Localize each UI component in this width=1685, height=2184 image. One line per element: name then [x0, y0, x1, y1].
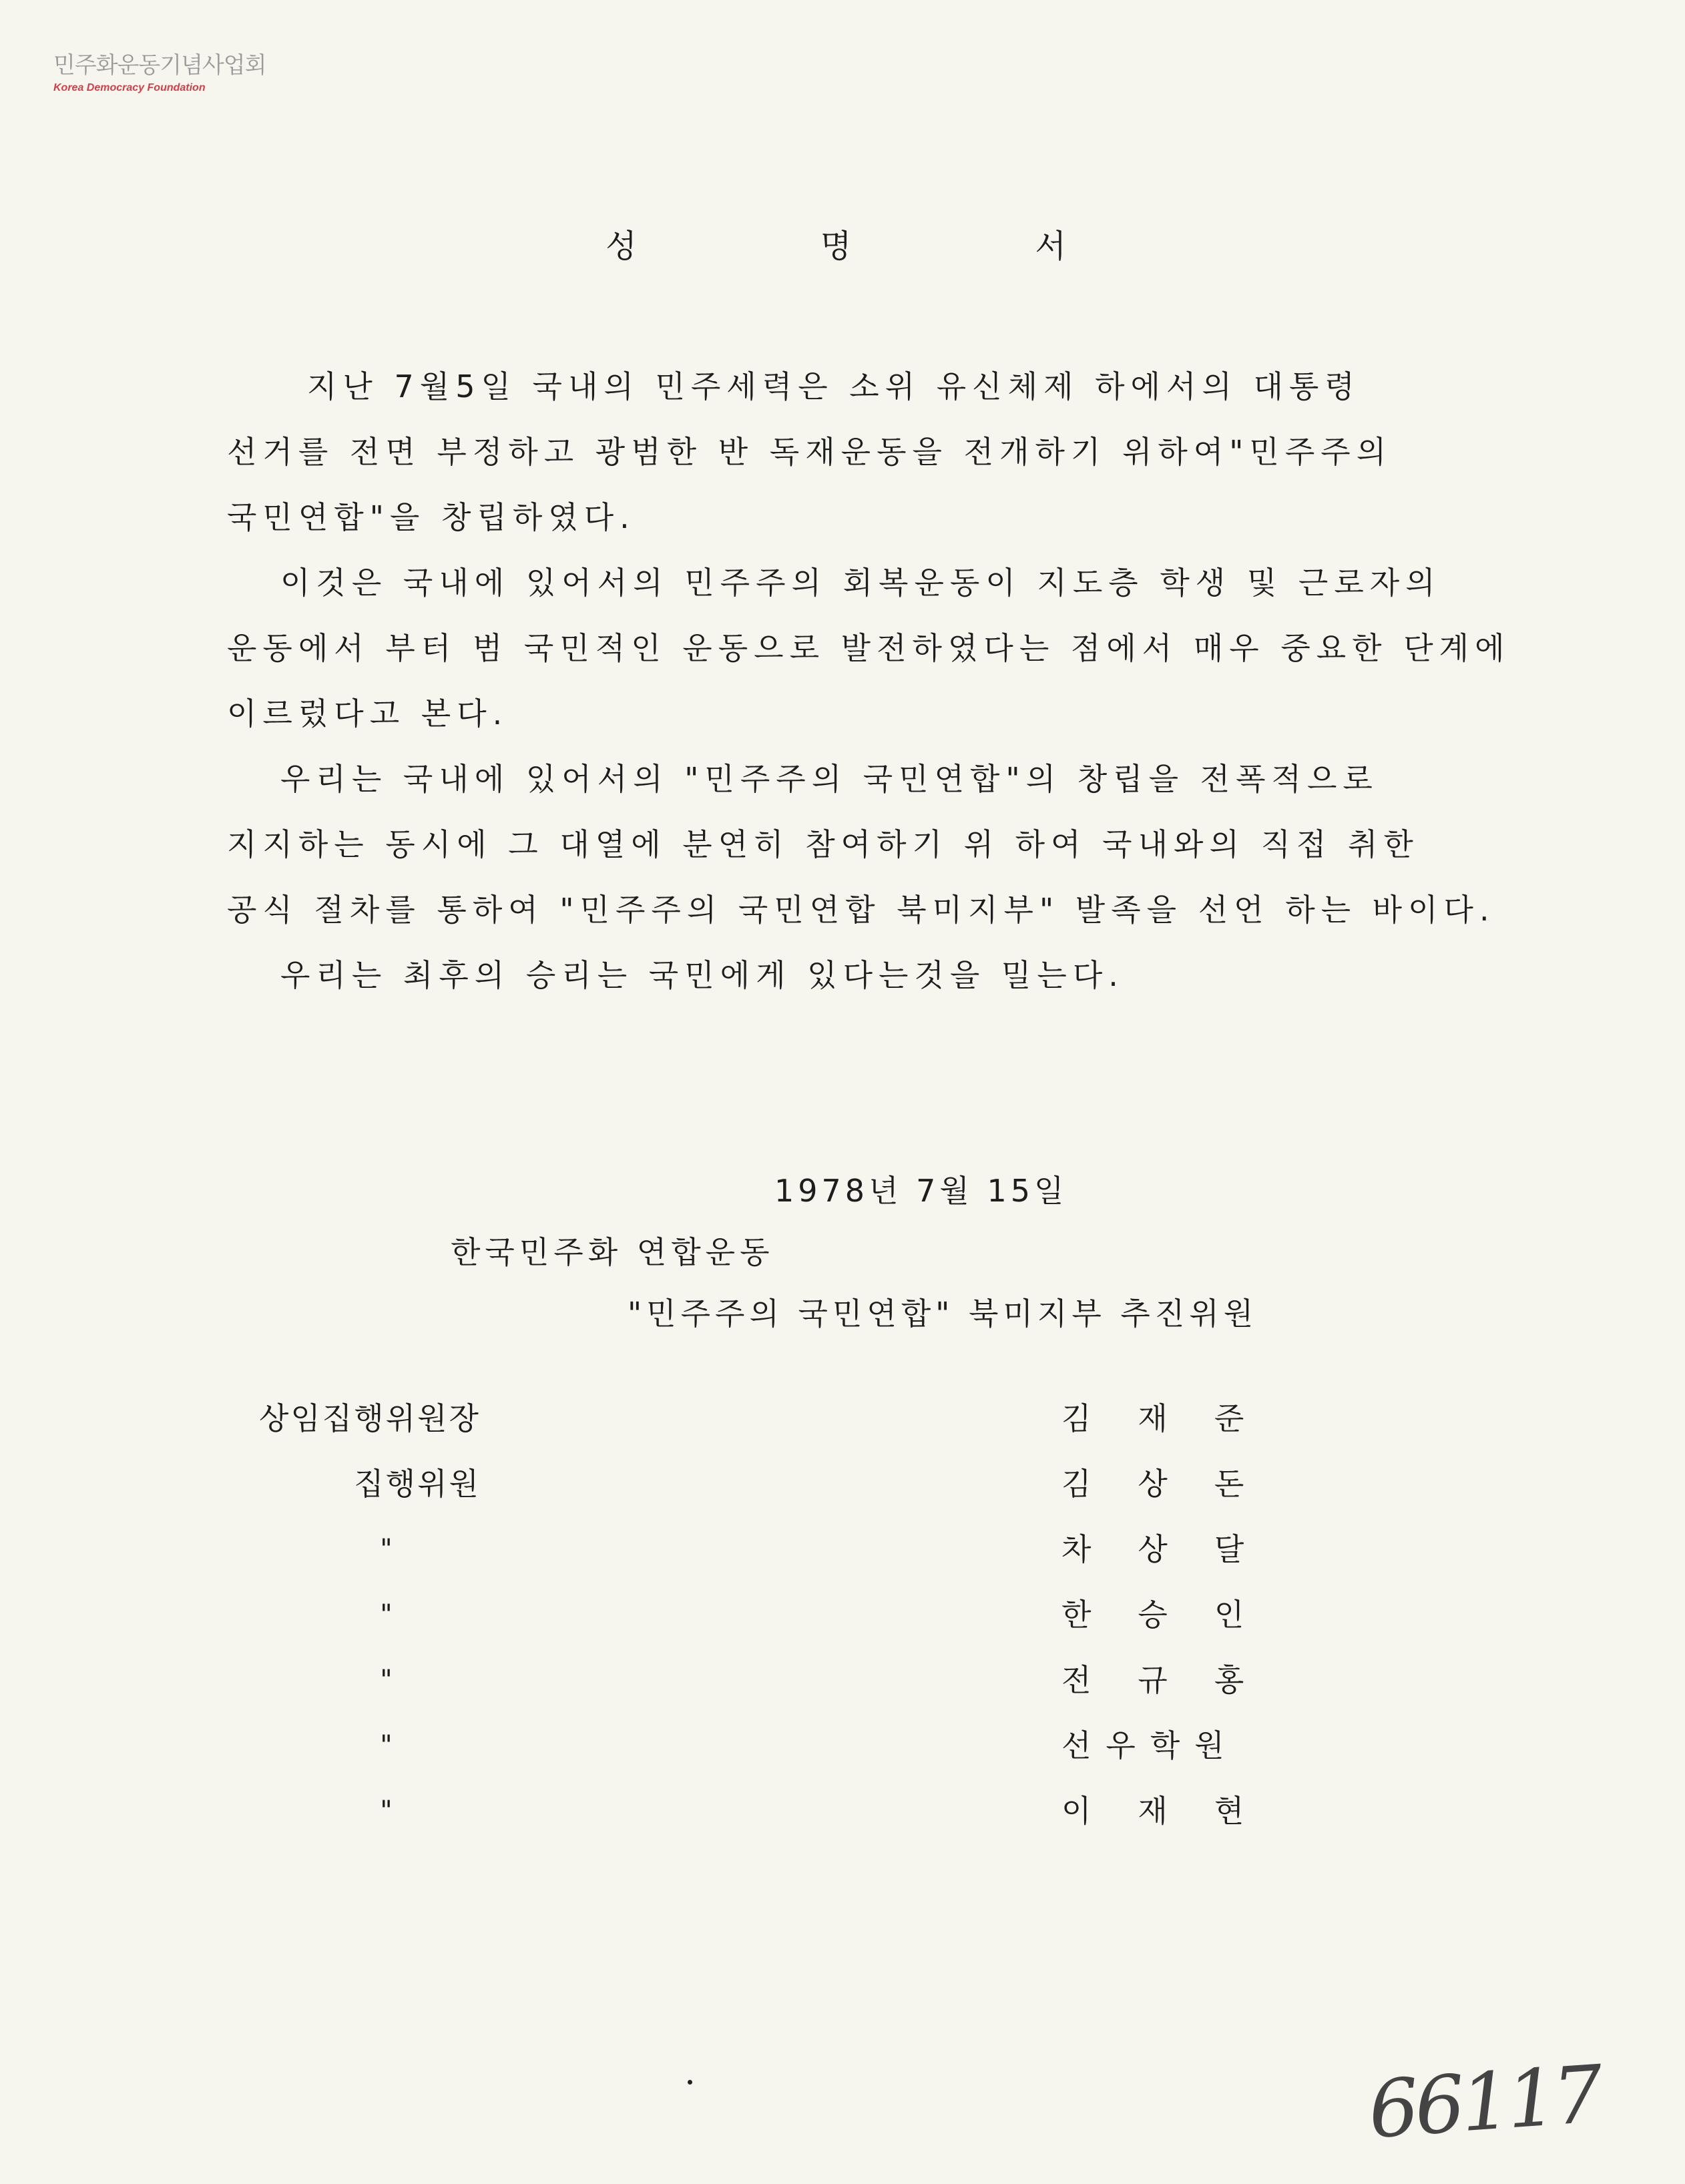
paragraph-line: 공식 절차를 통하여 "민주주의 국민연합 북미지부" 발족을 선언 하는 바이다.: [227, 892, 1495, 928]
member-name: 전규홍: [1061, 1662, 1291, 1698]
statement-date: 1978년 7월 15일: [774, 1173, 1068, 1209]
member-role: 집행위원: [354, 1466, 481, 1502]
paragraph-line: 이르렀다고 본다.: [227, 696, 509, 732]
committee-name: "민주주의 국민연합" 북미지부 추진위원: [628, 1296, 1258, 1332]
paragraph-line: 이것은 국내에 있어서의 민주주의 회복운동이 지도층 학생 및 근로자의: [280, 565, 1441, 601]
statement-body: [227, 354, 1511, 1008]
member-name: 김상돈: [1061, 1466, 1291, 1502]
member-role: ": [380, 1665, 395, 1695]
paragraph-line: 우리는 최후의 승리는 국민에게 있다는것을 밀는다.: [280, 957, 1124, 993]
document-title: 성 명 서: [606, 228, 1153, 265]
paragraph-line: 국민연합"을 창립하였다.: [227, 499, 636, 535]
watermark-korean: 민주화운동기념사업회: [53, 52, 266, 79]
organization-name: 한국민주화 연합운동: [451, 1234, 774, 1270]
ink-speck: [688, 2080, 692, 2085]
member-role: ": [380, 1730, 395, 1761]
member-name: 이재현: [1061, 1793, 1291, 1829]
member-role: ": [380, 1534, 395, 1565]
paragraph-line: 우리는 국내에 있어서의 "민주주의 국민연합"의 창립을 전폭적으로: [280, 761, 1379, 797]
member-name: 선우학원: [1061, 1727, 1239, 1763]
handwritten-page-number: 66117: [1365, 2048, 1602, 2156]
member-role: ": [380, 1599, 395, 1630]
member-name: 차상달: [1061, 1531, 1291, 1567]
member-role: 상임집행위원장: [258, 1400, 481, 1436]
paragraph-line: 지지하는 동시에 그 대열에 분연히 참여하기 위 하여 국내와의 직접 취한: [227, 826, 1419, 862]
member-name: 김재준: [1061, 1400, 1291, 1436]
paragraph-line: 선거를 전면 부정하고 광범한 반 독재운동을 전개하기 위하여"민주주의: [227, 434, 1393, 470]
foundation-watermark: [53, 52, 266, 95]
paragraph-line: 지난 7월5일 국내의 민주세력은 소위 유신체제 하에서의 대통령: [307, 368, 1361, 404]
member-role: ": [380, 1796, 395, 1826]
paragraph-line: 운동에서 부터 범 국민적인 운동으로 발전하였다는 점에서 매우 중요한 단계에: [227, 630, 1511, 666]
member-name: 한승인: [1061, 1597, 1291, 1633]
watermark-english: Korea Democracy Foundation: [53, 82, 206, 93]
